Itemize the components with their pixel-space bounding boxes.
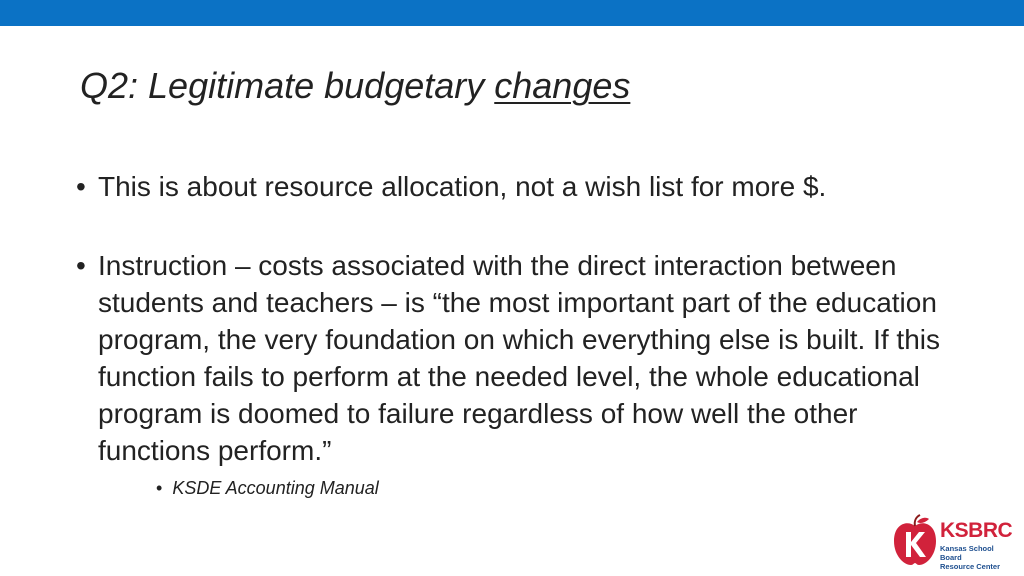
sub-bullet-glyph: • — [156, 478, 163, 498]
bullet-glyph: • — [76, 171, 86, 202]
title-underlined-word: changes — [494, 65, 631, 106]
logo-wordmark: KSBRC — [940, 519, 1013, 542]
logo-subtitle-line-1: Kansas School Board — [940, 544, 994, 562]
bullet-item-2 — [76, 247, 976, 469]
ksbrc-logo — [892, 514, 1014, 571]
bullet-list — [76, 168, 976, 511]
bullet-item-1 — [76, 168, 976, 205]
slide-title — [80, 60, 630, 112]
bullet-glyph: • — [76, 250, 86, 281]
logo-subtitle-line-2: Resource Center — [940, 562, 1001, 571]
apple-k-icon — [892, 514, 938, 566]
bullet-text: This is about resource allocation, not a wish list for more $. — [98, 171, 827, 202]
header-bar — [0, 0, 1024, 26]
bullet-text: Instruction – costs associated with the direct interaction between students and teachers – is “the most important part of the education program, the very foundation on which everything else is built. If this function fails to perform at the needed level, the whole educational program is doomed to failure regardless of how well the other functions perform.” — [98, 250, 940, 466]
sub-bullet-citation — [156, 476, 379, 500]
title-text: Q2: Legitimate budgetary — [80, 65, 495, 106]
citation-text: KSDE Accounting Manual — [172, 478, 379, 498]
logo-subtitle — [940, 544, 1014, 571]
